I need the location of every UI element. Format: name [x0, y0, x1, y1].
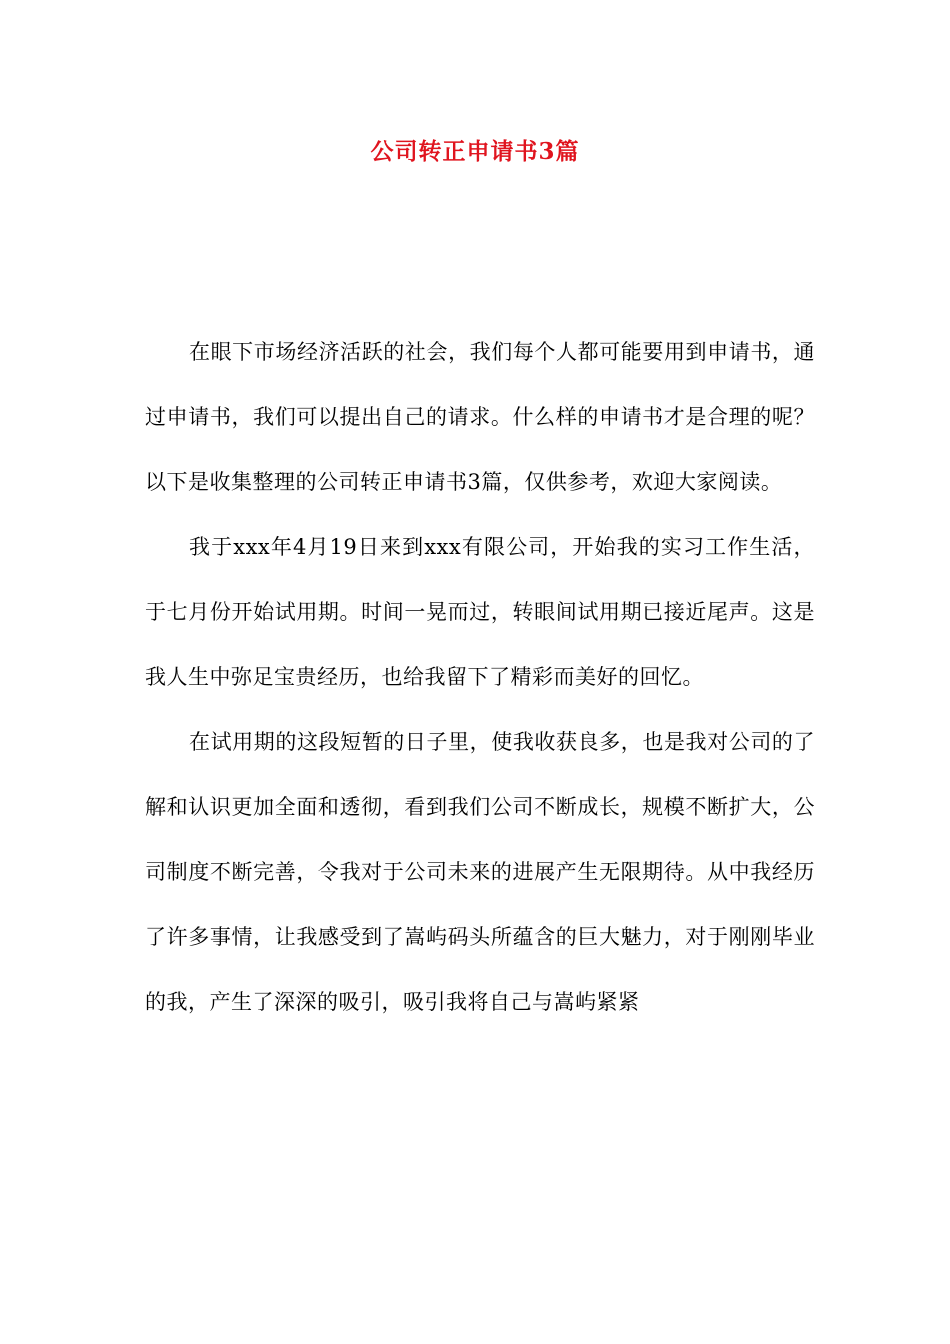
paragraph-probation: 在试用期的这段短暂的日子里，使我收获良多，也是我对公司的了解和认识更加全面和透彻，看到我们公司不断成长，规模不断扩大，公司制度不断完善，令我对于公司未来的进展产生无限期待。从中我经历了许多事情，让我感受到了嵩屿码头所蕴含的巨大魅力，对于刚刚毕业的我，产生了深深的吸引，吸引我将自己与嵩屿紧紧	[145, 730, 815, 1014]
paragraph-start-work: 我于xxx年4月19日来到xxx有限公司，开始我的实习工作生活，于七月份开始试用期。时间一晃而过，转眼间试用期已接近尾声。这是我人生中弥足宝贵经历，也给我留下了精彩而美好的回忆。	[145, 535, 815, 689]
document-body	[145, 320, 815, 1035]
document-title: 公司转正申请书3篇	[370, 138, 580, 165]
paragraph-intro: 在眼下市场经济活跃的社会，我们每个人都可能要用到申请书，通过申请书，我们可以提出自己的请求。什么样的申请书才是合理的呢？以下是收集整理的公司转正申请书3篇，仅供参考，欢迎大家阅读。	[145, 340, 815, 494]
